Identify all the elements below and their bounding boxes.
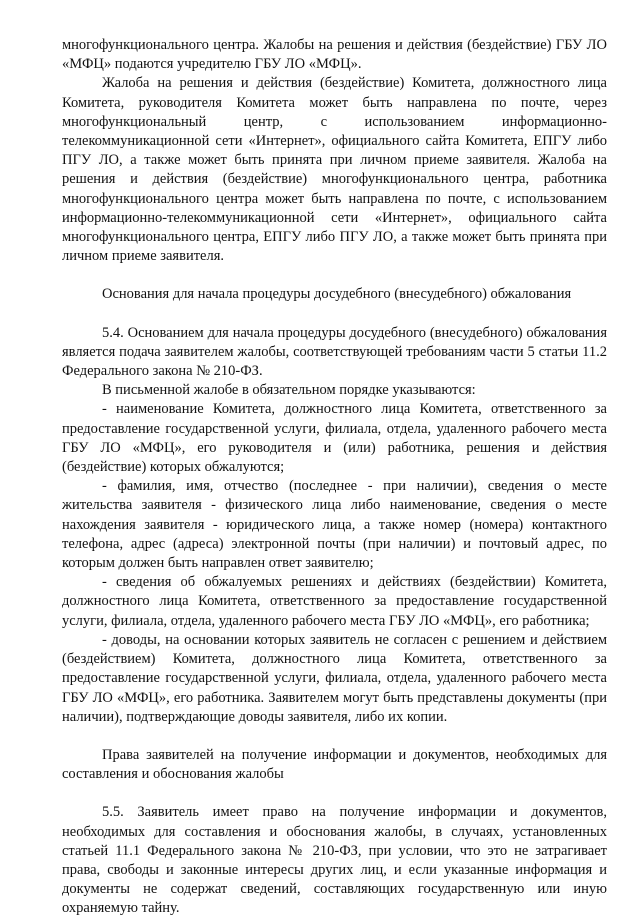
paragraph-written-complaint: В письменной жалобе в обязательном порядке указываются: bbox=[102, 382, 476, 399]
list-item: - доводы, на основании которых заявитель не согласен с решением и действием (бездействием) Комитета, должностного лица Комитета, ответственного за предоставление государственной услуги, филиала, отдела, удаленного рабочего места ГБУ ЛО «МФЦ», его работника. Заявителем могут быть представлены документы (при наличии), подтверждающие доводы заявителя, либо их копии. bbox=[62, 631, 607, 725]
section-heading-rights: Права заявителей на получение информации и документов, необходимых для составления и обоснования жалобы bbox=[62, 746, 607, 783]
spacer bbox=[62, 727, 607, 746]
spacer bbox=[62, 305, 607, 324]
paragraph-complaint-channels: Жалоба на решения и действия (бездействие) Комитета, должностного лица Комитета, руководителя Комитета может быть направлена по почте, через многофункциональный центр, с использованием информационно-телекоммуникационной сети «Интернет», официального сайта Комитета, ЕПГУ либо ПГУ ЛО, а также может быть принята при личном приеме заявителя. Жалоба на решения и действия (бездействие) многофункционального центра, работника многофункционального центра может быть направлена по почте, с использованием информационно-телекоммуникационной сети «Интернет», официального сайта многофункционального центра, ЕПГУ либо ПГУ ЛО, а также может быть принята при личном приеме заявителя. bbox=[62, 75, 607, 265]
paragraph-5-5: 5.5. Заявитель имеет право на получение информации и документов, необходимых для составления и обоснования жалобы, в случаях, установленных статьей 11.1 Федерального закона № 210-ФЗ, при условии, что это не затрагивает права, свободы и законные интересы других лиц, и если указанные информация и документы не содержат сведений, составляющих государственную или иную охраняемую тайну. bbox=[62, 804, 607, 917]
list-item: - сведения об обжалуемых решениях и действиях (бездействии) Комитета, должностного лица Комитета, ответственного за предоставление государственной услуги, филиала, отдела, удаленного рабочего места ГБУ ЛО «МФЦ», его работника; bbox=[62, 574, 607, 629]
paragraph-intro: многофункционального центра. Жалобы на решения и действия (бездействие) ГБУ ЛО «МФЦ» подаются учредителю ГБУ ЛО «МФЦ». bbox=[62, 37, 607, 73]
document-page bbox=[62, 36, 607, 919]
spacer bbox=[62, 266, 607, 285]
list-item: - фамилия, имя, отчество (последнее - при наличии), сведения о месте жительства заявителя - физического лица либо наименование, сведения о месте нахождения заявителя - юридического лица, а также номер (номера) контактного телефона, адрес (адреса) электронной почты (при наличии) и почтовый адрес, по которым должен быть направлен ответ заявителю; bbox=[62, 478, 607, 572]
list-item: - наименование Комитета, должностного лица Комитета, ответственного за предоставление государственной услуги, филиала, отдела, удаленного рабочего места ГБУ ЛО «МФЦ», его руководителя и (или) работника, решения и действия (бездействие) которых обжалуются; bbox=[62, 401, 607, 476]
section-heading-grounds: Основания для начала процедуры досудебного (внесудебного) обжалования bbox=[102, 286, 572, 303]
spacer bbox=[62, 784, 607, 803]
paragraph-5-4: 5.4. Основанием для начала процедуры досудебного (внесудебного) обжалования является подача заявителем жалобы, соответствующей требованиям части 5 статьи 11.2 Федерального закона № 210-ФЗ. bbox=[62, 324, 607, 380]
